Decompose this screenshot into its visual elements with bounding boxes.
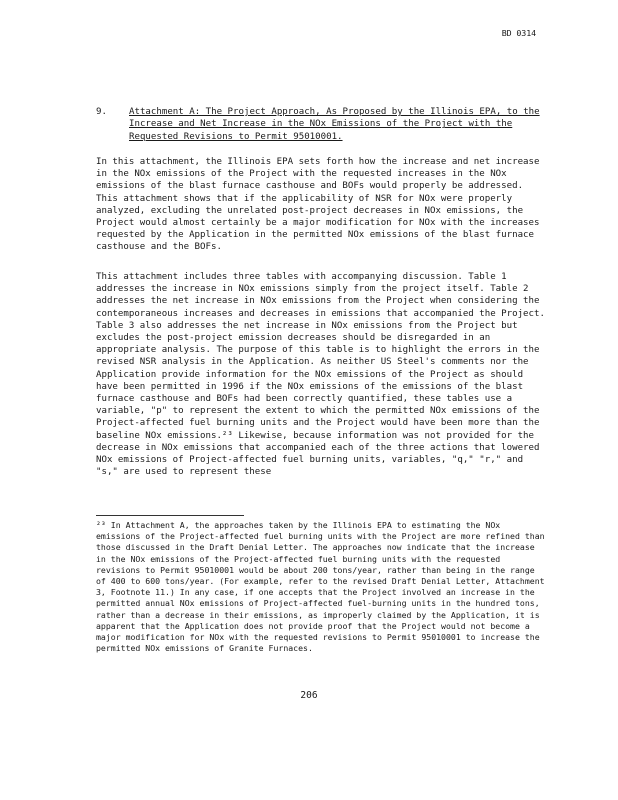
section-title: Attachment A: The Project Approach, As Proposed by the Illinois EPA, to the Increase and Net Increase in the NOx Emissions of the Project with the Requested Revisions to Permit 95010001. [129,107,540,142]
footnote-text: ²³ In Attachment A, the approaches taken by the Illinois EPA to estimating the NOx emissions of the Project-affected fuel burning units with the Project are more refined than those discussed in the Draft Denial Letter. The approaches now indicate that the increase in the NOx emissions of the Project-affected fuel burning units with the requested revisions to Permit 95010001 would be about 200 tons/year, rather than being in the range of 400 to 600 tons/year. (For example, refer to the revised Draft Denial Letter, Attachment 3, Footnote 11.) In any case, if one accepts that the Project involved an increase in the permitted annual NOx emissions of Project-affected fuel-burning units in the hundred tons, rather than a decrease in their emissions, as improperly claimed by the Application, it is apparent that the Application does not provide proof that the Project would not become a major modification for NOx with the requested revisions to Permit 95010001 to increase the permitted NOx emissions of Granite Furnaces. [96,520,545,654]
page-number: 206 [300,690,318,701]
footnote-divider [96,515,244,516]
document-id: BD 0314 [501,28,536,38]
section-number: 9. [96,107,107,117]
body-paragraph-1: In this attachment, the Illinois EPA sets forth how the increase and net increase in the NOx emissions of the Project with the requested increases in the NOx emissions of the blast furnace casthouse and BOFs would properly be addressed. This attachment shows that if the applicability of NSR for NOx were properly analyzed, excluding the unrelated post-project decreases in NOx emissions, the Project would almost certainly be a major modification for NOx with the increases requested by the Application in the permitted NOx emissions of the blast furnace casthouse and the BOFs. [96,157,540,253]
body-paragraph-2: This attachment includes three tables with accompanying discussion. Table 1 addresses the increase in NOx emissions simply from the project itself. Table 2 addresses the net increase in NOx emissions from the Project when considering the contemporaneous increases and decreases in emissions that accompanied the Project. Table 3 also addresses the net increase in NOx emissions from the Project but excludes the post-project emission decreases should be disregarded in an appropriate analysis. The purpose of this table is to highlight the errors in the revised NSR analysis in the Application. As neither US Steel's comments nor the Application provide information for the NOx emissions of the Project as should have been permitted in 1996 if the NOx emissions of the emissions of the blast furnace casthouse and BOFs had been correctly quantified, these tables use a variable, "p" to represent the extent to which the permitted NOx emissions of the Project-affected fuel burning units and the Project would have been more than the baseline NOx emissions.²³ Likewise, because information was not provided for the decrease in NOx emissions that accompanied each of the three actions that lowered NOx emissions of Project-affected fuel burning units, variables, "q," "r," and "s," are used to represent these [96,272,545,478]
